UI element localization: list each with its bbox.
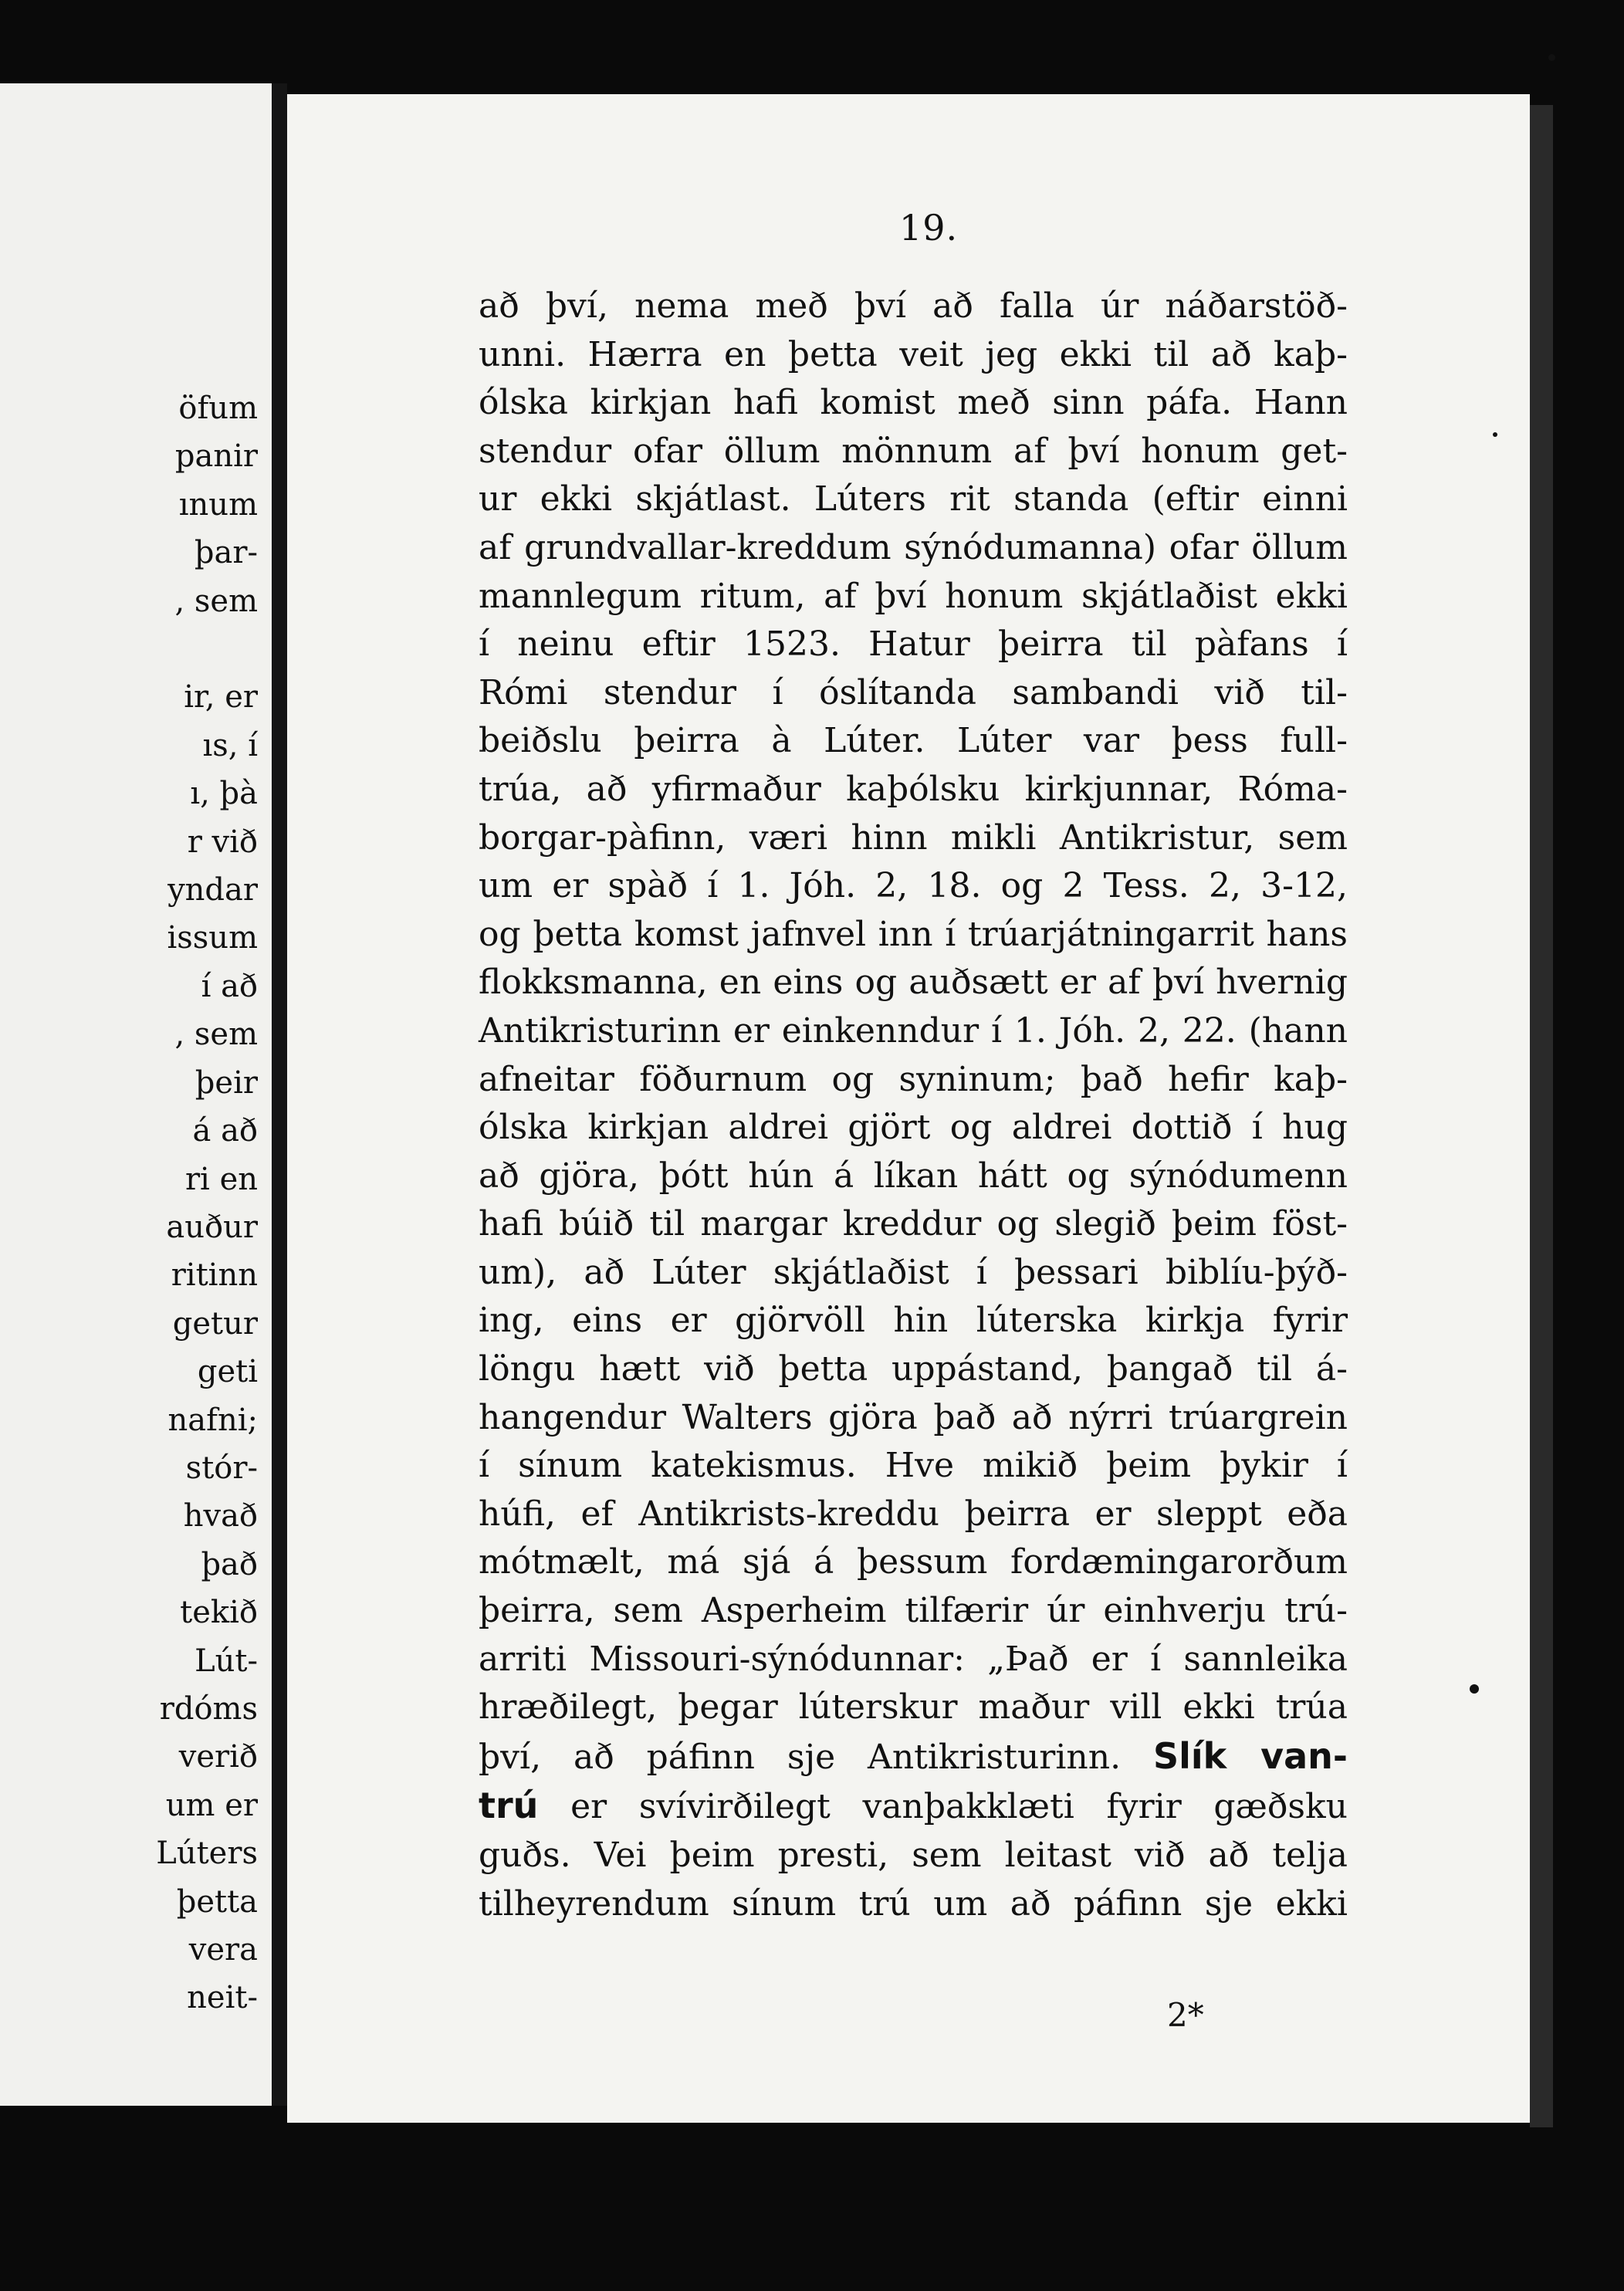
- left-text-line: um er: [165, 1787, 258, 1823]
- left-text-line: þar-: [194, 535, 258, 571]
- left-text-line: ıs, í: [202, 727, 258, 763]
- main-lines: [479, 283, 1348, 1732]
- text-line: löngu hætt við þetta uppástand, þangað til á-: [479, 1349, 1348, 1389]
- left-text-line: ri en: [184, 1161, 258, 1197]
- left-text-line: auður: [166, 1209, 258, 1245]
- text-line: flokksmanna, en eins og auðsætt er af því hvernig: [479, 963, 1348, 1003]
- left-text-line: tekið: [180, 1595, 258, 1631]
- left-text-line: þetta: [176, 1883, 258, 1920]
- left-text-line: Lúters: [156, 1836, 258, 1872]
- left-text-line: ritinn: [171, 1257, 258, 1294]
- text-line: í sínum katekismus. Hve mikið þeim þykir í: [479, 1446, 1348, 1486]
- text-line: að því, nema með því að falla úr náðarstöð-: [479, 286, 1348, 326]
- text-line: að gjöra, þótt hún á líkan hátt og sýnódumenn: [479, 1156, 1348, 1196]
- text-line: um), að Lúter skjátlaðist í þessari biblíu-þýð-: [479, 1252, 1348, 1292]
- text-line: Rómi stendur í óslítanda sambandi við til-: [479, 672, 1348, 712]
- scan-speck: [1470, 1684, 1479, 1694]
- text-line: ing, eins er gjörvöll hin lúterska kirkja fyrir: [479, 1301, 1348, 1341]
- left-text-line: issum: [167, 920, 258, 956]
- left-text-line: getur: [172, 1305, 258, 1342]
- book-gutter: [272, 83, 287, 2106]
- text-line-part: því, að páfinn sje Antikristurinn.: [479, 1737, 1122, 1777]
- page-number: 19.: [899, 207, 959, 249]
- text-line: ólska kirkjan aldrei gjört og aldrei dottið í hug: [479, 1108, 1348, 1148]
- text-line: húfi, ef Antikrists-kreddu þeirra er sleppt eða: [479, 1494, 1348, 1534]
- left-text-line: öfum: [178, 391, 258, 426]
- text-line: ur ekki skjátlast. Lúters rit standa (eftir einni: [479, 479, 1348, 519]
- page-edge: [1530, 105, 1553, 2127]
- left-text-line: nafni;: [167, 1402, 258, 1438]
- left-text-line: rdóms: [159, 1690, 258, 1727]
- text-line: afneitar föðurnum og syninum; það hefir kaþ-: [479, 1059, 1348, 1099]
- text-line: unni. Hærra en þetta veit jeg ekki til að kaþ-: [479, 334, 1348, 374]
- left-text-line: ınum: [178, 486, 258, 523]
- text-line: guðs. Vei þeim presti, sem leitast við að telja: [479, 1836, 1348, 1875]
- text-line: þeirra, sem Asperheim tilfærir úr einhverju trú-: [479, 1591, 1348, 1631]
- text-line: ólska kirkjan hafi komist með sinn páfa. Hann: [479, 383, 1348, 423]
- left-text-line: í að: [201, 968, 258, 1004]
- text-line: trúa, að yfirmaður kaþólsku kirkjunnar, Róma-: [479, 769, 1348, 809]
- page-body-text: [479, 283, 1348, 1928]
- scan-speck: [1548, 54, 1555, 61]
- text-line-part: er svívirðilegt vanþakklæti fyrir gæðsku: [570, 1787, 1348, 1827]
- text-line: um er spàð í 1. Jóh. 2, 18. og 2 Tess. 2, 3-12,: [479, 866, 1348, 906]
- text-line: arriti Missouri-sýnódunnar: „Það er í sannleika: [479, 1639, 1348, 1679]
- text-line: [479, 1732, 1348, 1782]
- left-text-line: [3, 625, 258, 673]
- left-text-line: hvað: [183, 1498, 258, 1535]
- text-line: tilheyrendum sínum trú um að páfinn sje ekki: [479, 1883, 1348, 1924]
- text-line: [479, 1782, 1348, 1832]
- scan-speck: [1493, 432, 1497, 437]
- text-line: hangendur Walters gjöra það að nýrri trúargrein: [479, 1397, 1348, 1437]
- left-page-text: [3, 384, 258, 2022]
- left-text-line: Lút-: [195, 1643, 258, 1679]
- left-text-line: verið: [178, 1739, 258, 1775]
- text-line: Antikristurinn er einkenndur í 1. Jóh. 2, 22. (hann: [479, 1010, 1348, 1051]
- left-text-line: neit-: [187, 1980, 258, 2016]
- left-text-line: ir, er: [184, 679, 258, 716]
- left-text-line: panir: [174, 438, 258, 475]
- text-line: mannlegum ritum, af því honum skjátlaðist ekki: [479, 576, 1348, 616]
- left-text-line: stór-: [185, 1450, 258, 1486]
- text-line: hafi búið til margar kreddur og slegið þeim föst-: [479, 1204, 1348, 1244]
- text-line: og þetta komst jafnvel inn í trúarjátningarrit hans: [479, 914, 1348, 954]
- emphasis-text: trú: [479, 1785, 539, 1827]
- left-text-line: , sem: [174, 1017, 258, 1053]
- left-text-line: vera: [188, 1932, 258, 1968]
- left-text-line: á að: [192, 1113, 258, 1149]
- left-text-line: , sem: [174, 583, 258, 619]
- text-line: borgar-pàfinn, væri hinn mikli Antikristur, sem: [479, 817, 1348, 858]
- left-text-line: þeir: [195, 1064, 258, 1101]
- left-facing-page: [0, 83, 272, 2106]
- left-text-line: r við: [187, 824, 258, 860]
- text-line: af grundvallar-kreddum sýnódumanna) ofar öllum: [479, 527, 1348, 567]
- text-line: stendur ofar öllum mönnum af því honum get-: [479, 431, 1348, 471]
- signature-mark: 2*: [1167, 1996, 1204, 2034]
- left-text-line: ı, þà: [190, 776, 258, 812]
- left-text-line: yndar: [167, 872, 258, 909]
- text-line: í neinu eftir 1523. Hatur þeirra til pàfans í: [479, 624, 1348, 665]
- left-text-line: geti: [197, 1354, 258, 1390]
- final-lines: [479, 1832, 1348, 1928]
- emphasis-text: Slík van-: [1152, 1734, 1348, 1777]
- text-line: mótmælt, má sjá á þessum fordæmingarorðum: [479, 1542, 1348, 1582]
- text-line: beiðslu þeirra à Lúter. Lúter var þess full-: [479, 721, 1348, 761]
- text-line: hræðilegt, þegar lúterskur maður vill ekki trúa: [479, 1687, 1348, 1728]
- left-text-line: það: [201, 1546, 258, 1582]
